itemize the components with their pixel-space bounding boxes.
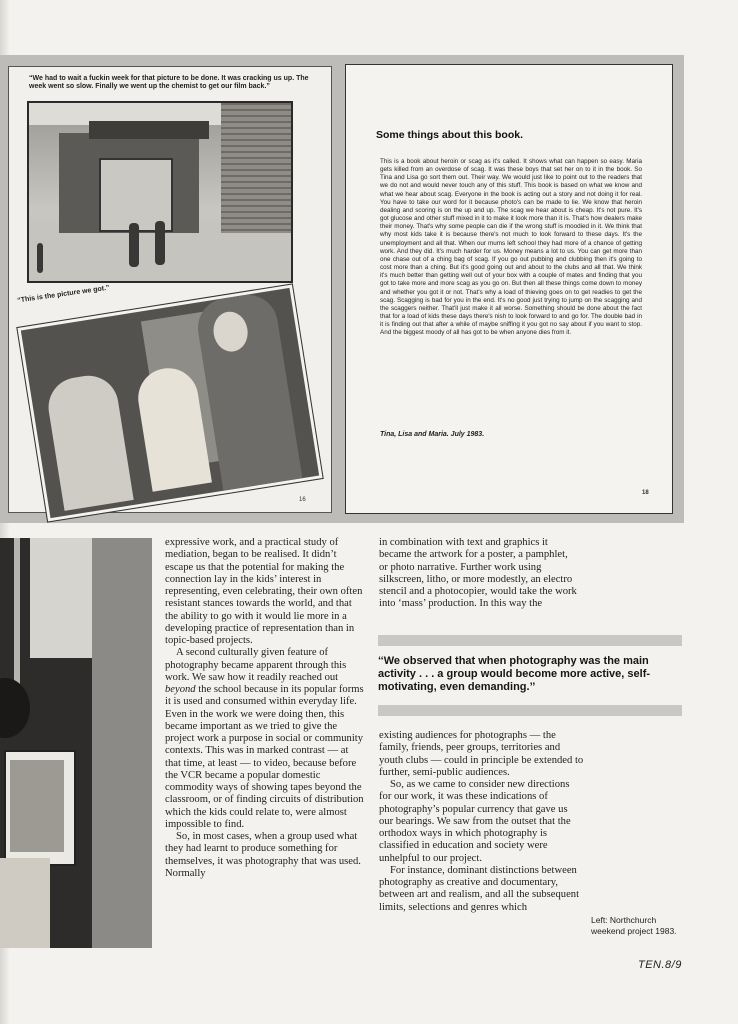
paragraph: in combination with text and graphics it became the artwork for a poster, a pamphlet, or photo narrative. Further work using silkscreen, litho, or more modestly, an electro stencil and a photocopier, would take the work into ‘mass’ production. In this way the (379, 537, 577, 610)
right-page-number: 18 (642, 490, 649, 496)
book-text: This is a book about heroin or scag as it's called. It shows what can happen so easy. Maria gets killed from an overdose of scag. It was these boys that set her on to it in the book. So Tina and Lisa go sort them out. Their way. We would just like to point out to the readers that we do not and would never touch any of this stuff. This book is based on what we know and what we hear about scag. Everyone in the book is acting out a story and not doing it for real. You have to take our word for it because photo's can be made to lie. We know that heroin dealing and scoring is on the up and up. The scag we hear about is cheap. It's not pure. It's got glucose and other stuff mixed in it to make it look more than it is. That's how dealers make their money. That's why some people can die if the wrong stuff is moodied in it. We think that why most kids take it is because there's not much to look forward to these days. It's the unemployment and all that. When our mums left school they had more of a chance of getting work. And they did. It's much harder for us. Money means a lot to us. You can get more than one chase out of a ching bag of scag. If you go out pubbing and clubbing then it's going to cost more than a ching. But it's good going out and about to the clubs and all that. We think it's much better than getting well out of your box with a couple of mates and finding that you got to take more and more scag as you go on. But then all these things come down to money and whether you got it or not. That's why a load of thieving goes on to get readies to get the scag. Scagging is bad for you in the end. It's no good just trying to jump on the scagging and the scaggers neither. That'll just make it all worse. Something should be done about the fact that for a load of kids these days there's nish to look forward to and go for. The double bad in it is finding out that after a while of maybe sniffing it you got no say about if you want to stop. And the biggest moody of all has got to be when anyone dies from it. (380, 158, 642, 337)
pull-quote-rule-top (378, 635, 682, 646)
spread-right-page (345, 64, 673, 514)
book-title: Some things about this book. (376, 129, 523, 141)
group-photo (17, 284, 322, 521)
left-page-caption: “We had to wait a fuckin week for that picture to be done. It was cracking us up. The week went so slow. Finally we went up the chemist to get our film back.” (29, 75, 309, 90)
paragraph: expressive work, and a practical study of mediation, began to be realised. It didn’t escape us that the potential for making the connection lay in the kids’ interest in representing, even celebrating, their own often resistant stances towards the world, and that the ability to go with it would lie more in a developing practice of representation than in topic-based projects. (165, 537, 363, 646)
photo-caption: “This is the picture we got.” (16, 284, 111, 305)
spread-left-page (8, 66, 332, 513)
article-column-2-top (379, 537, 579, 611)
paragraph: So, as we came to consider new directions for our work, it was these indications of photography’s popular currency that gave us our bearings. We saw from the outset that the orthodox ways in which photography is classified in education and society were unhelpful to our project. (379, 779, 571, 864)
book-signature: Tina, Lisa and Maria. July 1983. (380, 431, 485, 438)
paragraph: So, in most cases, when a group used what they had learnt to produce something for themselves, it was photography that was used. Normally (165, 831, 361, 879)
paragraph: A second culturally given feature of photography became apparent through this work. We saw how it readily reached out beyond the school because in its popular forms it is used and consumed within everyday life. Even in the work we were doing then, this became important as we tried to give the project work a purpose in social or community contexts. This was in marked contrast — at that time, at least — to video, because before the VCR became a popular domestic commodity ways of showing tapes beyond the classroom, or of finding circuits of distribution which the kids could relate to, were almost impossible to find. (165, 647, 364, 830)
paragraph: existing audiences for photographs — the family, friends, peer groups, territories and youth clubs — could in principle be extended to further, semi-public audiences. (379, 730, 584, 778)
pull-quote-rule-bottom (378, 705, 682, 716)
article-column-2-bottom (379, 730, 584, 914)
shopfront-photo (27, 101, 293, 283)
article-column-1 (165, 537, 365, 880)
folio: TEN.8/9 (638, 959, 682, 971)
left-page-number: 16 (299, 497, 306, 503)
paragraph: For instance, dominant distinctions between photography as creative and documentary, between art and realism, and all the subsequent limits, selections and genres which (379, 864, 580, 913)
photo-side-caption: Left: Northchurch weekend project 1983. (591, 915, 677, 936)
northchurch-photo (0, 538, 152, 948)
pull-quote: ‘‘We observed that when photography was the main activity . . . a group would become more active, self-motivating, even demanding.’’ (378, 655, 651, 693)
